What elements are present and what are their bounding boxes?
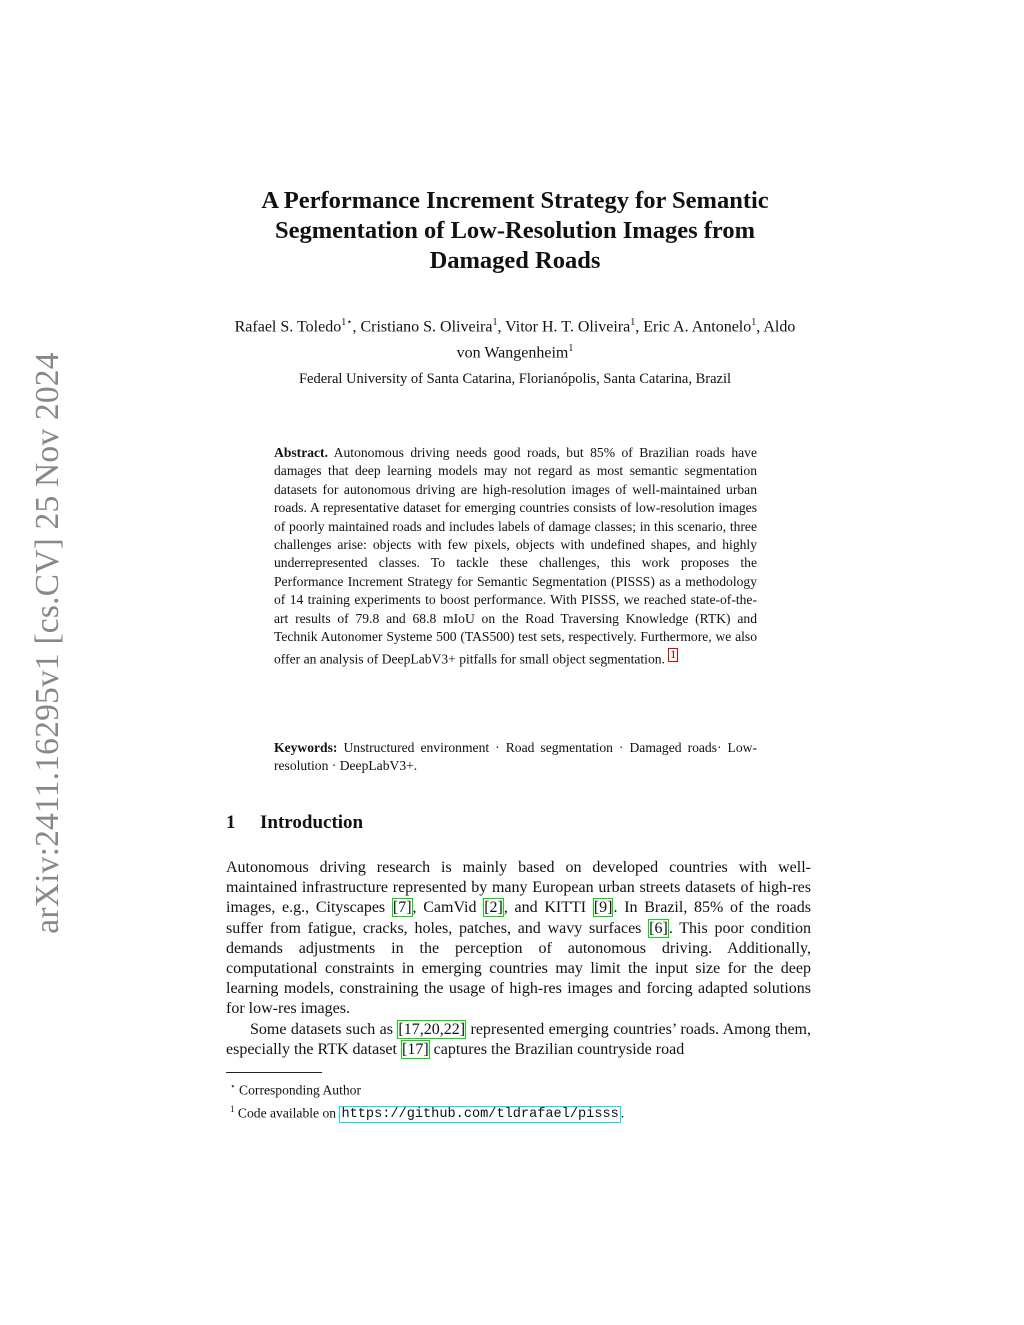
- abstract: [274, 444, 757, 669]
- citation-link[interactable]: [7]: [392, 899, 412, 917]
- citation-link[interactable]: [9]: [593, 899, 613, 917]
- arxiv-sidebar: [28, 345, 68, 940]
- abstract-text: Autonomous driving needs good roads, but 85% of Brazilian roads have damages that deep learning models may not regard as most semantic segmentation datasets for autonomous driving are high-resolution images of well-maintained urban roads. A representative dataset for emerging countries consists of low-resolution images of poorly maintained roads and includes labels of damage classes; in this scenario, three challenges arise: objects with few pixels, objects with undefined shapes, and highly underrepresented classes. To tackle these challenges, this work proposes the Performance Increment Strategy for Semantic Segmentation (PISSS) as a methodology of 14 training experiments to boost performance. With PISSS, we reached state-of-the-art results of 79.8 and 68.8 mIoU on the Road Traversing Knowledge (RTK) and Technik Autonomer Systeme 500 (TAS500) test sets, respectively. Furthermore, we also offer an analysis of DeepLabV3+ pitfalls for small object segmentation.: [274, 445, 757, 667]
- code-url-link[interactable]: https://github.com/tldrafael/pisss: [341, 1107, 619, 1123]
- author-affiliation-mark: 1⋆: [341, 317, 353, 328]
- paper-title: [222, 186, 808, 276]
- footnote-mark: ⋆: [230, 1081, 236, 1091]
- footnote-end: .: [620, 1105, 625, 1121]
- keywords-text: Unstructured environment · Road segmentation · Damaged roads· Low-resolution · DeepLabV3+.: [274, 740, 758, 774]
- paragraph: [226, 1020, 811, 1060]
- author-name: Vitor H. T. Oliveira: [505, 318, 631, 336]
- introduction-body: [226, 858, 811, 1060]
- text-run: , CamVid: [412, 899, 484, 917]
- text-run: represented emerging countries’ roads. Among them, especially the RTK dataset: [226, 1020, 812, 1058]
- section-heading: [226, 812, 363, 834]
- affiliation: Federal University of Santa Catarina, Florianópolis, Santa Catarina, Brazil: [298, 371, 732, 387]
- text-run: . This poor condition demands adjustments in the perception of autonomous driving. Additionally, computational constraints in emerging countries may limit the input size for the deep learning models, constraining the usage of high-res images and forcing adapted solutions for low-res images.: [226, 919, 812, 1018]
- paragraph: [226, 858, 811, 1020]
- text-run: , and KITTI: [503, 899, 593, 917]
- title-line-2: Segmentation of Low-Resolution Images from: [275, 217, 755, 244]
- arxiv-identifier: arXiv:2411.16295v1 [cs.CV] 25 Nov 2024: [29, 351, 66, 934]
- footnote-mark: 1: [230, 1103, 235, 1114]
- section-title: Introduction: [260, 812, 364, 833]
- abstract-label: Abstract.: [274, 445, 328, 460]
- author-name: Aldo von Wangenheim: [456, 318, 796, 362]
- footnote-text: Code available on: [237, 1105, 340, 1121]
- footnote-divider: [226, 1072, 322, 1073]
- keywords-label: Keywords:: [274, 740, 338, 755]
- footnote-corresponding: [230, 1077, 624, 1100]
- author-name: Eric A. Antonelo: [643, 318, 752, 336]
- author-affiliation-mark: 1: [492, 317, 498, 328]
- text-run: . In Brazil, 85% of the roads suffer from fatigue, cracks, holes, patches, and wavy surfaces: [226, 899, 811, 937]
- footnote-text: Corresponding Author: [239, 1082, 362, 1098]
- footnotes: [230, 1077, 624, 1124]
- citation-link[interactable]: [17,20,22]: [398, 1020, 466, 1038]
- author-name: Rafael S. Toledo: [234, 318, 342, 336]
- author-affiliation-mark: 1: [630, 317, 636, 328]
- author-list: Rafael S. Toledo$^{1⋆}$, Cristiano S. Oliveira$^1$, Vitor H. T. Oliveira$^1$, Eric A. Antonelo$^1$, Aldo von Wangenheim$^1$: [234, 317, 796, 362]
- keywords: [274, 739, 757, 776]
- text-run: captures the Brazilian countryside road: [429, 1040, 685, 1058]
- citation-link[interactable]: [17]: [401, 1040, 429, 1058]
- footnote-code: [230, 1100, 624, 1125]
- author-affiliation-mark: 1: [751, 317, 757, 328]
- title-line-3: Damaged Roads: [429, 247, 601, 274]
- author-affiliation-mark: 1: [568, 343, 574, 355]
- text-run: Some datasets such as: [250, 1020, 398, 1038]
- footnote-link[interactable]: 1: [670, 649, 677, 662]
- title-line-1: A Performance Increment Strategy for Semantic: [261, 187, 769, 214]
- section-number: 1: [226, 812, 236, 833]
- author-name: Cristiano S. Oliveira: [360, 318, 493, 336]
- citation-link[interactable]: [2]: [484, 899, 503, 917]
- citation-link[interactable]: [6]: [649, 919, 668, 937]
- text-run: Autonomous driving research is mainly based on developed countries with well-maintained infrastructure represented by many European urban streets datasets of high-res images, e.g., Cityscapes: [226, 859, 811, 917]
